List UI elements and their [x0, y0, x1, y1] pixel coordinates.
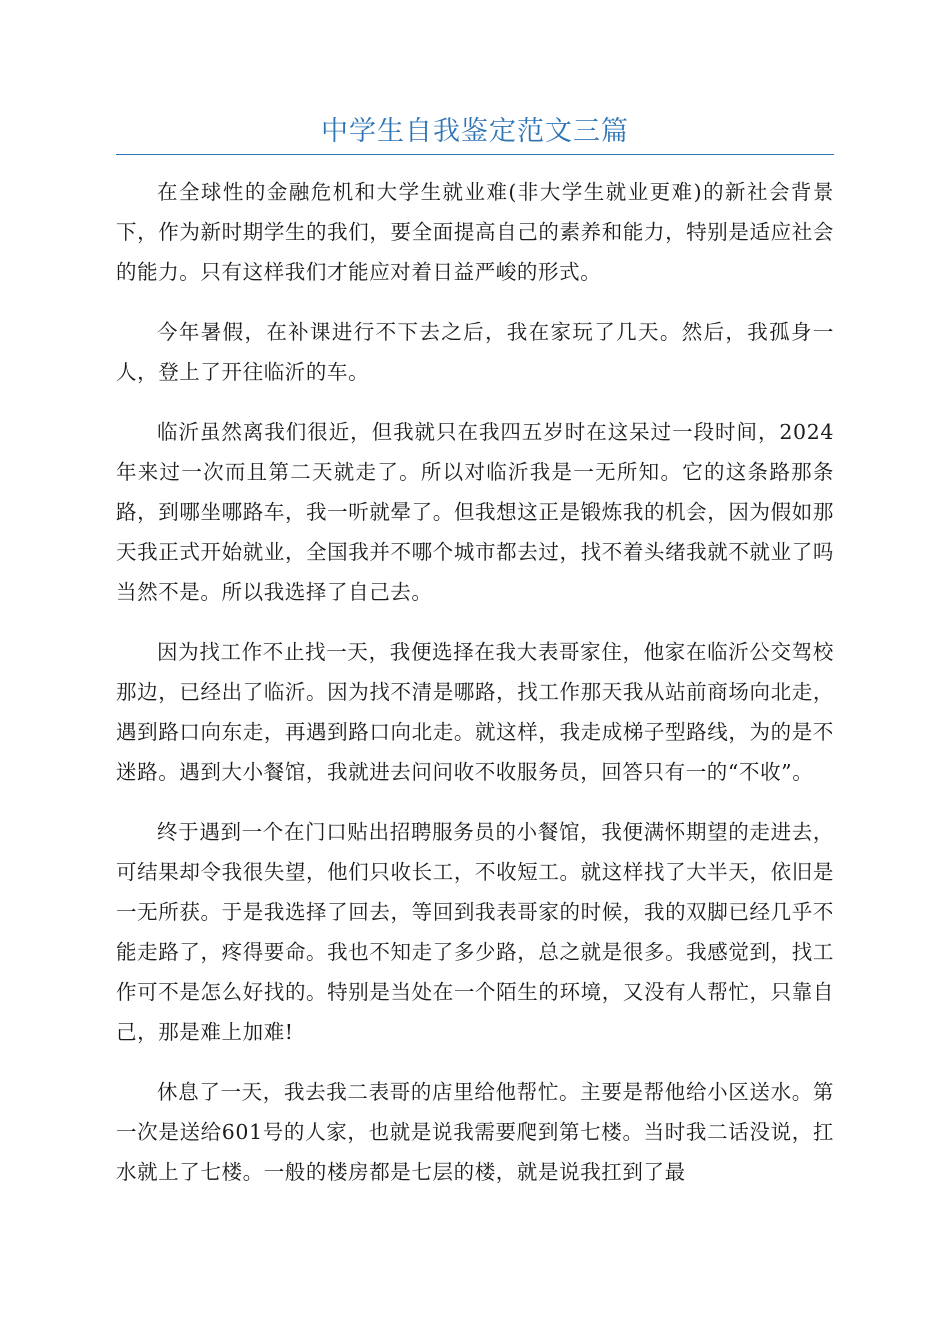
document-title: 中学生自我鉴定范文三篇	[321, 116, 629, 147]
paragraph-4: 因为找工作不止找一天，我便选择在我大表哥家住，他家在临沂公交驾校那边，已经出了临沂。因为找不清是哪路，找工作那天我从站前商场向北走，遇到路口向东走，再遇到路口向北走。就这样，我走成梯子型路线，为的是不迷路。遇到大小餐馆，我就进去问问收不收服务员，回答只有一的“不收”。	[116, 640, 834, 784]
paragraph-2: 今年暑假，在补课进行不下去之后，我在家玩了几天。然后，我孤身一人，登上了开往临沂的车。	[116, 320, 834, 384]
paragraph-6: 休息了一天，我去我二表哥的店里给他帮忙。主要是帮他给小区送水。第一次是送给601号的人家，也就是说我需要爬到第七楼。当时我二话没说，扛水就上了七楼。一般的楼房都是七层的楼，就是说我扛到了最	[116, 1080, 834, 1184]
paragraph-5: 终于遇到一个在门口贴出招聘服务员的小餐馆，我便满怀期望的走进去，可结果却令我很失望，他们只收长工，不收短工。就这样找了大半天，依旧是一无所获。于是我选择了回去，等回到我表哥家的时候，我的双脚已经几乎不能走路了，疼得要命。我也不知走了多少路，总之就是很多。我感觉到，找工作可不是怎么好找的。特别是当处在一个陌生的环境，又没有人帮忙，只靠自己，那是难上加难!	[116, 820, 834, 1044]
paragraph-3: 临沂虽然离我们很近，但我就只在我四五岁时在这呆过一段时间，2024年来过一次而且第二天就走了。所以对临沂我是一无所知。它的这条路那条路，到哪坐哪路车，我一听就晕了。但我想这正是锻炼我的机会，因为假如那天我正式开始就业，全国我并不哪个城市都去过，找不着头绪我就不就业了吗当然不是。所以我选择了自己去。	[116, 420, 834, 604]
paragraph-1: 在全球性的金融危机和大学生就业难(非大学生就业更难)的新社会背景下，作为新时期学生的我们，要全面提高自己的素养和能力，特别是适应社会的能力。只有这样我们才能应对着日益严峻的形式。	[116, 180, 834, 284]
document-body	[116, 172, 834, 1212]
title-underline	[116, 154, 834, 155]
